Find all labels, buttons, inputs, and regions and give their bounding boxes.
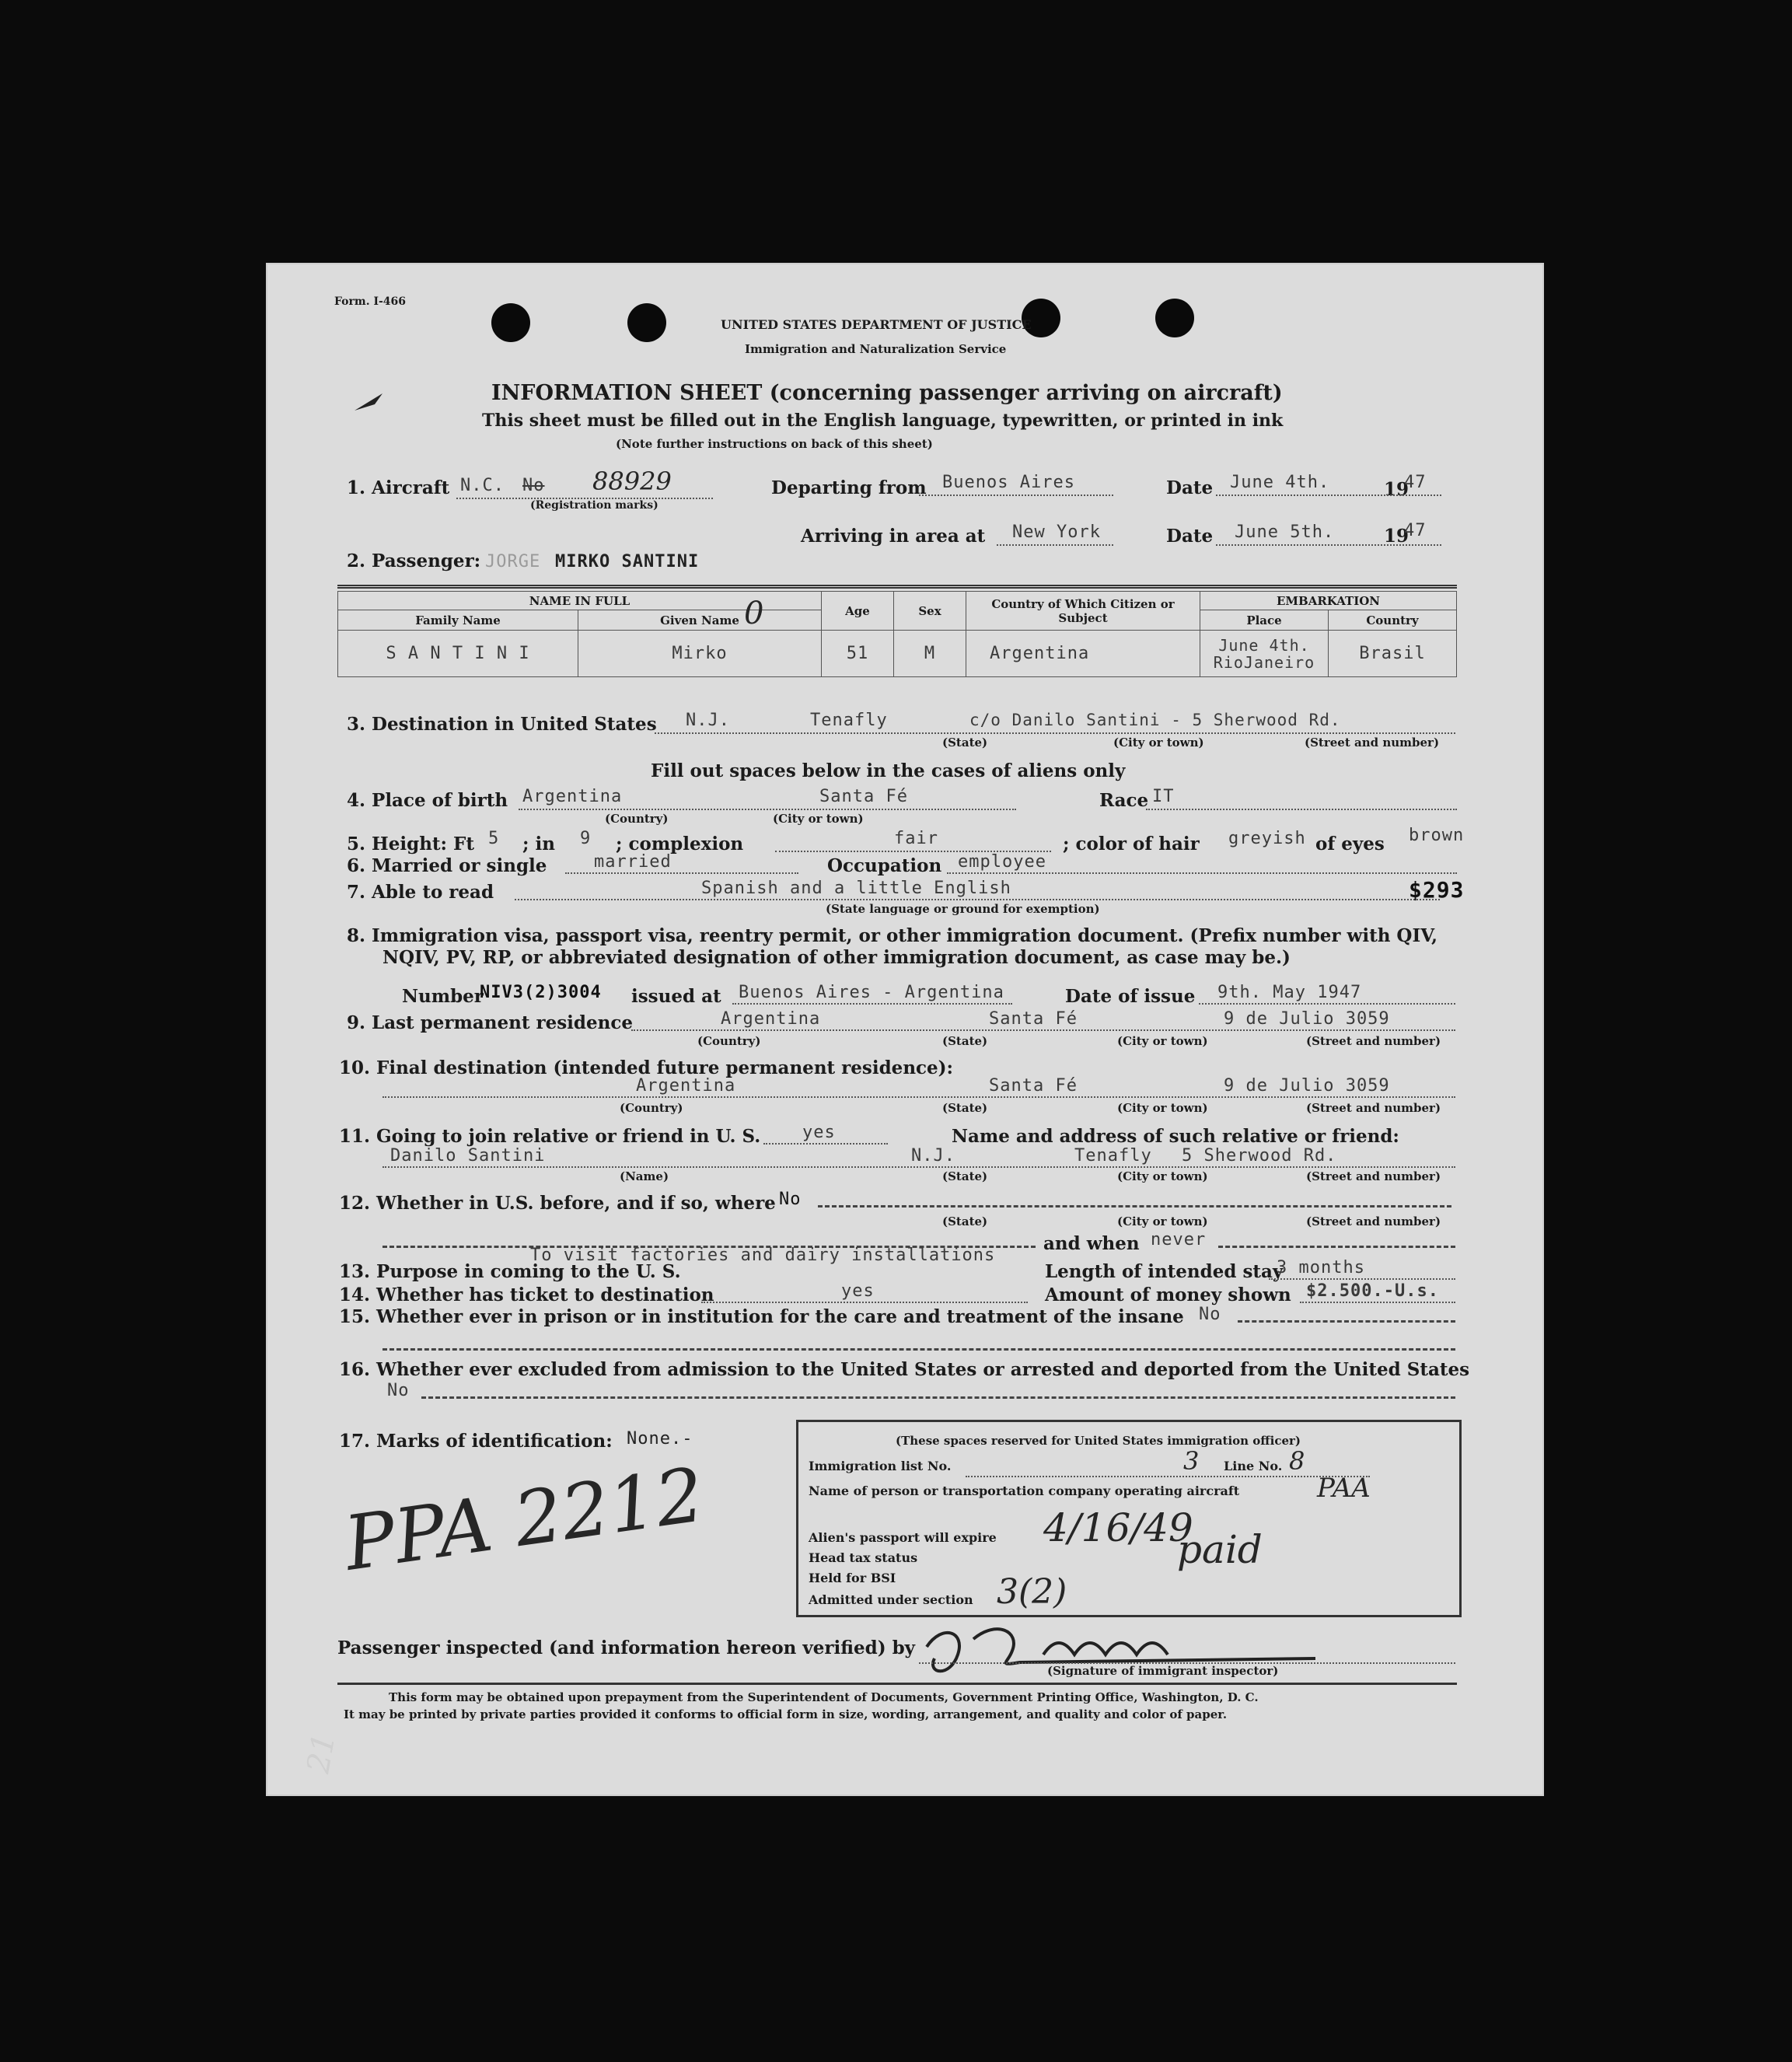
passenger-table [337,591,1457,677]
final-country-caption: (Country) [620,1101,683,1115]
age-cell: 51 [822,631,894,677]
excluded-label: 16. Whether ever excluded from admission to the United States or arrested and deported from the United States [339,1359,1470,1380]
form-sheet [266,263,1544,1796]
immigration-list-label: Immigration list No. [809,1459,952,1473]
form-number: Form. I-466 [334,295,407,308]
aliens-header: Fill out spaces below in the cases of aliens only [651,760,1126,781]
sheet-subtitle: This sheet must be filled out in the English language, typewritten, or printed in ink [482,411,1284,431]
depart-year: 47 [1404,473,1427,492]
residence-state-caption: (State) [942,1034,988,1048]
prison-label: 15. Whether ever in prison or in institution for the care and treatment of the insane [339,1306,1184,1327]
depart-year-prefix: 19 [1384,479,1409,500]
marks-value: None.- [627,1429,693,1449]
reg-marks-caption: (Registration marks) [530,499,658,512]
prison-dashes-2 [383,1348,1455,1351]
arrive-year-prefix: 19 [1384,526,1409,547]
before-street-caption: (Street and number) [1306,1214,1441,1228]
friend-name-caption: (Name) [620,1169,669,1183]
passenger-label: 2. Passenger: [347,550,481,571]
residence-street: 9 de Julio 3059 [1224,1009,1390,1029]
visa-issued-at: Buenos Aires - Argentina [739,983,1004,1002]
name-in-full-header: NAME IN FULL [338,592,822,610]
visa-number-label: Number [402,986,484,1007]
friend-underline [383,1166,1455,1168]
visa-date-underline [1199,1003,1455,1005]
residence-country: Argentina [721,1009,821,1029]
marks-label: 17. Marks of identification: [339,1431,613,1452]
money-value: $2.500.-U.s. [1306,1281,1439,1301]
aircraft-struck: No [522,476,545,495]
aircraft-prefix: N.C. [460,476,505,495]
when-value: never [1151,1230,1207,1249]
footer-line1: This form may be obtained upon prepayment from the Superintendent of Documents, Government Printing Office, Washington, D. C. [389,1690,1259,1704]
married-label: 6. Married or single [347,855,547,876]
immigration-list-value: 3 [1183,1446,1200,1476]
depart-date-label: Date [1166,477,1214,498]
department-title: UNITED STATES DEPARTMENT OF JUSTICE [721,317,1032,332]
destination-label: 3. Destination in United States [347,714,657,735]
given-name-annotation: 0 [744,596,764,631]
residence-label: 9. Last permanent residence [347,1012,633,1033]
aircraft-number: 88929 [592,467,672,496]
company-label: Name of person or transportation company operating aircraft [809,1484,1240,1498]
complexion-label: ; complexion [616,834,744,855]
before-city-caption: (City or town) [1117,1214,1208,1228]
visa-number: NIV3(2)3004 [480,983,602,1002]
departing-value: Buenos Aires [942,473,1075,492]
final-dest-underline [383,1096,1455,1098]
final-dest-label: 10. Final destination (intended future permanent residence): [339,1057,954,1078]
residence-country-caption: (Country) [697,1034,761,1048]
read-label: 7. Able to read [347,882,494,903]
join-underline [763,1143,888,1145]
street-caption: (Street and number) [1305,736,1440,750]
race-value: IT [1152,787,1175,806]
destination-underline [655,732,1455,734]
tax-label: Head tax status [809,1550,918,1565]
birth-underline [519,809,1016,810]
officer-box-title: (These spaces reserved for United States immigration officer) [896,1434,1301,1448]
ticket-underline [701,1302,1028,1303]
residence-city-caption: (City or town) [1117,1034,1208,1048]
company-value: PAA [1317,1473,1371,1504]
given-name-header: Given Name [578,610,822,631]
residence-underline [631,1029,1455,1031]
before-label: 12. Whether in U.S. before, and if so, where [339,1193,776,1214]
before-state-caption: (State) [942,1214,988,1228]
visa-text-line1: 8. Immigration visa, passport visa, reentry permit, or other immigration document. (Prefix number with QIV, [347,925,1438,946]
handwritten-reference: PPA 2212 [339,1451,710,1588]
footer-rule [337,1683,1457,1685]
arrive-date: June 5th. [1235,522,1335,542]
place-line1: June 4th. [1218,635,1310,655]
stay-value: 3 months [1277,1258,1365,1277]
occupation-value: employee [958,852,1046,872]
when-label: and when [1043,1233,1140,1254]
line-value: 8 [1289,1446,1305,1476]
friend-state: N.J. [911,1146,955,1166]
punch-hole [627,303,666,342]
visa-issued-underline [732,1003,1012,1005]
visa-issued-label: issued at [631,986,721,1007]
sex-header: Sex [894,592,966,631]
signature-caption: (Signature of immigrant inspector) [1047,1664,1279,1678]
before-value: No [779,1190,802,1209]
stay-label: Length of intended stay [1045,1261,1284,1282]
passport-value: 4/16/49 [1043,1505,1193,1550]
visa-text-line2: NQIV, PV, RP, or abbreviated designation of other immigration document, as case may be.) [383,947,1291,968]
height-ft: 5 [488,829,500,848]
married-value: married [594,852,672,872]
inspected-label: Passenger inspected (and information hereon verified) by [337,1637,916,1658]
table-top-rule [337,585,1457,589]
place-cell [1200,631,1329,677]
occupation-label: Occupation [827,855,942,876]
citizen-header: Country of Which Citizen or Subject [966,592,1200,631]
passenger-value: MIRKO SANTINI [555,552,700,571]
age-header: Age [822,592,894,631]
ticket-label: 14. Whether has ticket to destination [339,1284,714,1305]
place-header: Place [1200,610,1329,631]
country-cell: Brasil [1329,631,1457,677]
tax-value: paid [1177,1527,1263,1572]
money-label: Amount of money shown [1045,1284,1291,1305]
occupation-underline [947,872,1457,874]
read-caption: (State language or ground for exemption) [826,902,1100,916]
aircraft-label: 1. Aircraft [347,477,450,498]
destination-city: Tenafly [810,711,888,730]
ticket-value: yes [841,1281,875,1301]
friend-name: Danilo Santini [390,1146,546,1166]
arrive-date-label: Date [1166,526,1214,547]
sheet-note: (Note further instructions on back of this sheet) [616,437,933,451]
excluded-value: No [387,1381,410,1400]
arrive-year: 47 [1404,521,1427,540]
sheet-title: INFORMATION SHEET (concerning passenger arriving on aircraft) [491,381,1283,405]
friend-state-caption: (State) [942,1169,988,1183]
height-label: 5. Height: Ft [347,834,474,855]
admitted-label: Admitted under section [809,1592,973,1607]
destination-street: c/o Danilo Santini - 5 Sherwood Rd. [969,711,1341,729]
service-title: Immigration and Naturalization Service [745,342,1007,356]
sex-cell: M [894,631,966,677]
join-value: yes [802,1123,836,1142]
citizen-cell: Argentina [966,631,1200,677]
eyes-label: of eyes [1315,834,1385,855]
birth-country: Argentina [522,787,623,806]
height-in-label: ; in [522,834,555,855]
bsi-label: Held for BSI [809,1571,896,1585]
friend-street: 5 Sherwood Rd. [1182,1146,1337,1166]
admitted-value: 3(2) [997,1572,1067,1612]
race-label: Race [1099,790,1149,811]
final-dest-street: 9 de Julio 3059 [1224,1076,1390,1096]
given-name-cell: Mirko [578,631,822,677]
footer-line2: It may be printed by private parties provided it conforms to official form in size, wording, arrangement, and quality and color of paper. [344,1707,1228,1721]
family-name-header: Family Name [338,610,578,631]
arriving-value: New York [1012,522,1101,542]
final-street-caption: (Street and number) [1306,1101,1441,1115]
hair-value: greyish [1228,829,1306,848]
pen-mark [351,387,390,418]
final-state-caption: (State) [942,1101,988,1115]
destination-state: N.J. [686,711,730,730]
prison-value: No [1199,1305,1221,1324]
passenger-struck: JORGE [485,552,541,571]
birth-city-caption: (City or town) [773,812,864,826]
married-underline [565,872,798,874]
read-underline [515,899,1440,900]
depart-date: June 4th. [1230,473,1330,492]
final-dest-state: Santa Fé [989,1076,1078,1096]
birth-city: Santa Fé [819,787,908,806]
family-name-cell: S A N T I N I [338,631,578,677]
passport-label: Alien's passport will expire [809,1530,997,1545]
friend-city: Tenafly [1074,1146,1152,1166]
join-label: 11. Going to join relative or friend in U. S. [339,1126,761,1147]
complexion-value: fair [894,829,938,848]
hair-label: ; color of hair [1063,834,1200,855]
list-underline [966,1476,1370,1477]
punch-hole [1155,299,1194,337]
residence-street-caption: (Street and number) [1306,1034,1441,1048]
margin-number: 21 [300,1730,343,1777]
place-line2: RioJaneiro [1213,652,1315,672]
prison-dashes [1238,1320,1455,1323]
final-city-caption: (City or town) [1117,1101,1208,1115]
punch-hole [491,303,530,342]
race-underline [1146,809,1457,810]
money-underline [1300,1302,1455,1303]
residence-state: Santa Fé [989,1009,1078,1029]
friend-city-caption: (City or town) [1117,1169,1208,1183]
visa-date: 9th. May 1947 [1217,983,1362,1002]
arriving-label: Arriving in area at [801,526,986,547]
country-header: Country [1329,610,1457,631]
friend-street-caption: (Street and number) [1306,1169,1441,1183]
purpose-label: 13. Purpose in coming to the U. S. [339,1261,681,1282]
purpose-value: To visit factories and dairy installations [530,1246,996,1265]
state-caption: (State) [942,736,988,750]
height-in: 9 [580,829,592,848]
before-dashes [818,1205,1451,1207]
birth-country-caption: (Country) [605,812,669,826]
visa-date-label: Date of issue [1065,986,1196,1007]
when-dashes [1218,1246,1455,1248]
line-label: Line No. [1224,1459,1283,1473]
birth-label: 4. Place of birth [347,790,508,811]
eyes-value: brown [1409,826,1465,845]
margin-amount: $293 [1409,877,1465,903]
read-value: Spanish and a little English [701,879,1011,898]
arriving-underline [997,544,1113,546]
departing-label: Departing from [771,477,927,498]
departing-underline [919,495,1113,496]
friend-label: Name and address of such relative or friend: [952,1126,1399,1147]
excluded-dashes [421,1396,1455,1399]
depart-date-underline [1216,495,1441,496]
stay-underline [1269,1278,1455,1280]
city-caption: (City or town) [1113,736,1204,750]
embarkation-header: EMBARKATION [1200,592,1457,610]
arrive-date-underline [1216,544,1441,546]
final-dest-country: Argentina [636,1076,736,1096]
